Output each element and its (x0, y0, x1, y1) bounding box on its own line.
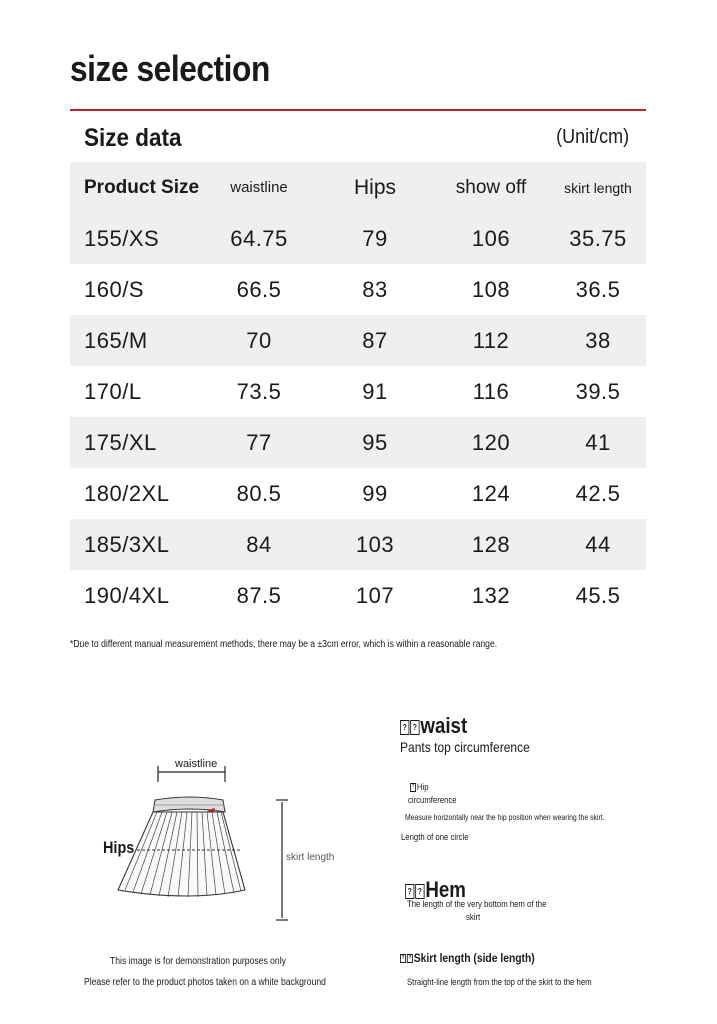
size-table (70, 162, 646, 621)
diagram-skirt-length-label: skirt length (286, 852, 335, 863)
size-cell: 185/3XL (70, 519, 200, 570)
header-product-size: Product Size (70, 162, 200, 213)
table-row (70, 570, 646, 621)
measurement-cell: 128 (432, 519, 550, 570)
measurement-cell: 73.5 (200, 366, 318, 417)
measurement-cell: 112 (432, 315, 550, 366)
size-cell: 175/XL (70, 417, 200, 468)
demo-disclaimer-line1: This image is for demonstration purposes only (110, 956, 286, 967)
measurement-cell: 120 (432, 417, 550, 468)
measurement-cell: 116 (432, 366, 550, 417)
measurement-cell: 103 (318, 519, 432, 570)
hip-definition-title: ? Hip (411, 782, 429, 792)
measurement-cell: 38 (550, 315, 646, 366)
hip-definition-desc: Measure horizontally near the hip position when wearing the skirt. (405, 813, 605, 822)
measurement-cell: 84 (200, 519, 318, 570)
unit-label: (Unit/cm) (556, 126, 629, 148)
measurement-cell: 107 (318, 570, 432, 621)
measurement-cell: 95 (318, 417, 432, 468)
skirt-length-definition-desc: Straight-line length from the top of the skirt to the hem (407, 977, 592, 987)
size-cell: 190/4XL (70, 570, 200, 621)
measurement-cell: 124 (432, 468, 550, 519)
measurement-cell: 36.5 (550, 264, 646, 315)
title-divider (70, 109, 646, 111)
measurement-cell: 77 (200, 417, 318, 468)
size-cell: 155/XS (70, 213, 200, 264)
measurement-cell: 83 (318, 264, 432, 315)
hem-definition-desc: The length of the very bottom hem of the (407, 899, 547, 909)
measurement-cell: 41 (550, 417, 646, 468)
measurement-cell: 44 (550, 519, 646, 570)
demo-disclaimer-line2: Please refer to the product photos taken on a white background (84, 977, 326, 988)
hem-definition-desc-2: skirt (466, 912, 481, 922)
size-cell: 160/S (70, 264, 200, 315)
measurement-cell: 39.5 (550, 366, 646, 417)
hip-definition-desc-2: Length of one circle (401, 832, 469, 842)
header-show-off: show off (432, 162, 550, 213)
missing-glyph-icon: ? (401, 955, 405, 962)
measurement-cell: 108 (432, 264, 550, 315)
diagram-waist-label: waistline (175, 758, 218, 770)
table-row (70, 315, 646, 366)
measurement-cell: 45.5 (550, 570, 646, 621)
measurement-cell: 80.5 (200, 468, 318, 519)
measurement-cell: 99 (318, 468, 432, 519)
missing-glyph-icon: ? (410, 720, 419, 735)
missing-glyph-icon: ? (400, 720, 409, 735)
size-cell: 165/M (70, 315, 200, 366)
header-waistline: waistline (200, 162, 318, 213)
measurement-cell: 35.75 (550, 213, 646, 264)
table-header-row (70, 162, 646, 213)
table-row (70, 213, 646, 264)
measurement-cell: 64.75 (200, 213, 318, 264)
diagram-hips-label: Hips (103, 838, 135, 857)
missing-glyph-icon: ? (415, 884, 424, 899)
skirt-length-definition-title: ? ? Skirt length (side length) (401, 951, 535, 965)
size-data-heading: Size data (84, 124, 182, 152)
header-hips: Hips (318, 162, 432, 213)
header-skirt-length: skirt length (550, 162, 646, 213)
measurement-cell: 87.5 (200, 570, 318, 621)
measurement-cell: 66.5 (200, 264, 318, 315)
hem-definition-title: ? ? Hem (405, 877, 466, 903)
measurement-cell: 79 (318, 213, 432, 264)
waist-definition-desc: Pants top circumference (400, 739, 530, 755)
table-row (70, 417, 646, 468)
table-row (70, 264, 646, 315)
missing-glyph-icon: ? (408, 955, 412, 962)
missing-glyph-icon: ? (411, 784, 415, 791)
waist-definition-title: ? ? waist (400, 713, 467, 739)
measurement-cell: 132 (432, 570, 550, 621)
measurement-note: *Due to different manual measurement methods, there may be a ±3cm error, which is within a reasonable range. (70, 639, 498, 650)
table-row (70, 468, 646, 519)
measurement-cell: 106 (432, 213, 550, 264)
measurement-cell: 91 (318, 366, 432, 417)
measurement-cell: 70 (200, 315, 318, 366)
size-cell: 180/2XL (70, 468, 200, 519)
size-cell: 170/L (70, 366, 200, 417)
page-title: size selection (70, 48, 270, 89)
table-row (70, 366, 646, 417)
measurement-cell: 42.5 (550, 468, 646, 519)
measurement-cell: 87 (318, 315, 432, 366)
table-row (70, 519, 646, 570)
hip-definition-title-2: circumference (408, 795, 457, 805)
missing-glyph-icon: ? (405, 884, 414, 899)
